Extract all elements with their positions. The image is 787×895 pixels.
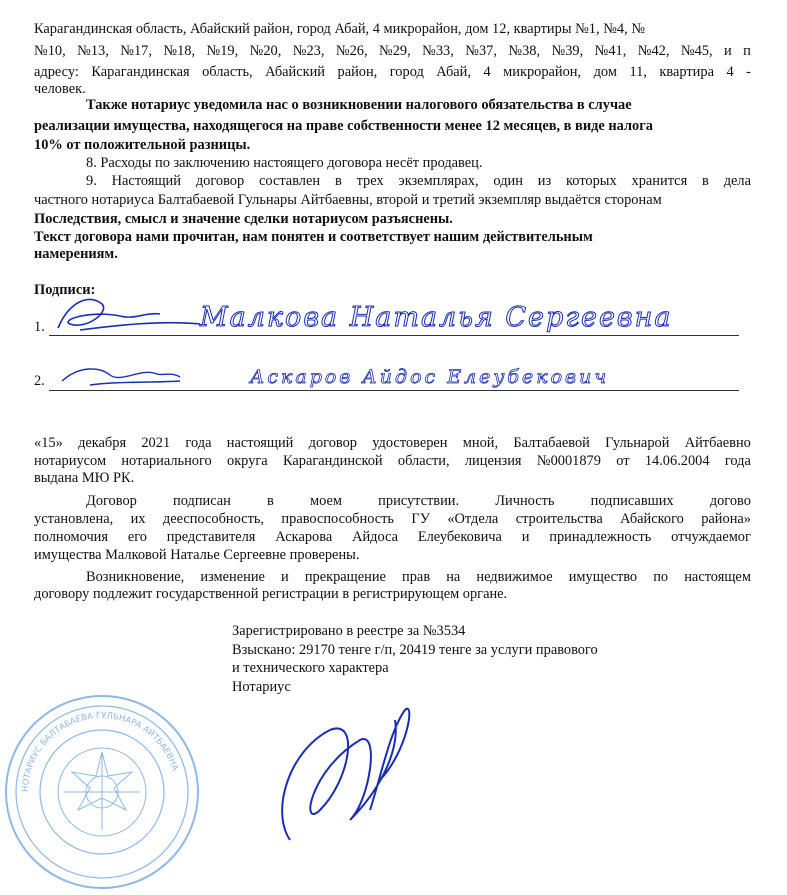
signature-row-2-number: 2. — [34, 373, 45, 389]
signature-row-1-name: Малкова Наталья Сергеевна — [200, 302, 673, 333]
word: декабря — [78, 435, 127, 451]
word: адресу: — [34, 64, 79, 80]
word: их — [130, 511, 146, 527]
word: Гульнарой — [605, 435, 670, 451]
word: лицензия — [464, 453, 522, 469]
top-para-line-2 — [34, 42, 751, 60]
certification-line-2 — [34, 452, 751, 470]
word: Балтабаевой — [513, 435, 590, 451]
word: №41, — [594, 43, 627, 59]
word: прекращение — [304, 569, 386, 585]
signature-row-2-name: Аскаров Айдос Елеубекович — [250, 366, 610, 388]
registry-collected-2: и технического характера — [232, 660, 389, 676]
signature-row-1-handwriting — [50, 290, 740, 340]
word: - — [746, 64, 751, 80]
word: трех — [356, 173, 384, 189]
word: дом — [593, 64, 617, 80]
item-8: 8. Расходы по заключению настоящего договора несёт продавец. — [86, 155, 483, 171]
word: №0001879 — [536, 453, 601, 469]
text-read-line-1: Текст договора нами прочитан, нам понятен и соответствует нашим действительным — [34, 229, 593, 245]
word: составлен — [259, 173, 321, 189]
word: «Отдела — [447, 511, 499, 527]
word: и — [521, 529, 530, 545]
word: подписавших — [590, 493, 674, 509]
word: полномочия — [34, 529, 108, 545]
certification-line-3: выдана МЮ РК. — [34, 470, 135, 486]
word: настоящий — [226, 435, 294, 451]
word: нотариального — [121, 453, 212, 469]
word: строительства — [515, 511, 603, 527]
word: по — [653, 569, 669, 585]
word: №18, — [163, 43, 196, 59]
word: №29, — [379, 43, 411, 59]
word: недвижимое — [476, 569, 553, 585]
word: года — [724, 453, 751, 469]
text-read-line-2: намерениям. — [34, 246, 118, 262]
word: удостоверен — [372, 435, 448, 451]
registry-collected: Взыскано: 29170 тенге г/п, 20419 тенге за услуги правового — [232, 642, 598, 658]
word: №42, — [637, 43, 670, 59]
notary-signature-stroke — [282, 709, 409, 840]
word: 11, — [629, 64, 647, 80]
word: №10, — [34, 43, 66, 59]
word: на — [446, 569, 461, 585]
signatures-heading: Подписи: — [34, 282, 96, 298]
word: Абай, — [436, 64, 471, 80]
tax-notice-line-2: реализации имущества, находящегося на праве собственности менее 12 месяцев, в виде налога — [34, 118, 653, 134]
word: и — [281, 569, 289, 585]
registration-rights-line-2: договору подлежит государственной регистрации в регистрирующем органе. — [34, 586, 508, 602]
item-9-line-2: частного нотариуса Балтабаевой Гульнары Айтбаевны, второй и третий экземпляр выдаётся сторонам — [34, 192, 662, 208]
word: года — [185, 435, 212, 451]
word: Абайский — [265, 64, 326, 80]
word: Личность — [495, 493, 555, 509]
word: в — [267, 493, 274, 509]
word: №17, — [120, 43, 152, 59]
word: области, — [397, 453, 450, 469]
word: догово — [709, 493, 751, 509]
word: Карагандинская — [91, 64, 190, 80]
word: Настоящий — [111, 173, 181, 189]
stamp-ring-text: НОТАРИУС БАЛТАБАЕВА ГУЛЬНАРА АЙТБАЕВНА — [20, 710, 180, 793]
word: один — [493, 173, 523, 189]
word: п — [743, 43, 751, 59]
word: имущество — [568, 569, 638, 585]
word: №39, — [551, 43, 584, 59]
word: 9. — [86, 173, 97, 189]
top-para-line-3 — [34, 63, 751, 81]
word: подписан — [173, 493, 231, 509]
word: от — [616, 453, 630, 469]
notary-signature — [230, 690, 440, 860]
signature-row-2-handwriting — [50, 355, 740, 395]
word: и — [724, 43, 732, 59]
word: №20, — [249, 43, 282, 59]
word: область, — [202, 64, 253, 80]
word: правоспособность — [281, 511, 394, 527]
word: округа — [227, 453, 268, 469]
word: прав — [402, 569, 431, 585]
word: присутствии. — [378, 493, 460, 509]
word: микрорайон, — [503, 64, 582, 80]
tax-notice-line-3: 10% от положительной разницы. — [34, 137, 251, 153]
word: хранится — [631, 173, 688, 189]
signature-row-1-number: 1. — [34, 319, 45, 335]
top-para-line-4: человек. — [34, 81, 86, 97]
signed-presence-line-4: имущества Малковой Наталье Сергеевне проверены. — [34, 547, 360, 563]
word: 4 — [483, 64, 491, 80]
word: 2021 — [141, 435, 171, 451]
word: Возникновение, — [86, 569, 185, 585]
word: «15» — [34, 435, 63, 451]
word: Абайского — [620, 511, 684, 527]
signed-presence-line-1 — [86, 492, 751, 510]
word: в — [702, 173, 709, 189]
registration-rights-line-1 — [86, 568, 751, 586]
word: Аскарова — [275, 529, 333, 545]
signature-scribble — [58, 299, 200, 330]
word: №45, — [680, 43, 713, 59]
word: №33, — [422, 43, 454, 59]
word: ГУ — [411, 511, 430, 527]
signed-presence-line-2 — [34, 510, 751, 528]
word: №19, — [206, 43, 239, 59]
stamp-emblem-icon — [64, 752, 140, 830]
word: его — [127, 529, 147, 545]
word: района» — [701, 511, 751, 527]
word: изменение — [200, 569, 265, 585]
word: в — [334, 173, 342, 189]
word: договор — [308, 435, 357, 451]
word: №38, — [508, 43, 541, 59]
word: из — [537, 173, 552, 189]
notary-stamp — [2, 692, 202, 892]
word: Айтбаевно — [684, 435, 751, 451]
registry-number: Зарегистрировано в реестре за №3534 — [232, 623, 466, 639]
word: город — [389, 64, 424, 80]
registry-notary-label: Нотариус — [232, 679, 291, 695]
word: которых — [566, 173, 617, 189]
word: представителя — [166, 529, 256, 545]
word: экземплярах, — [398, 173, 479, 189]
word: отчуждаемог — [671, 529, 751, 545]
top-para-line-1: Карагандинская область, Абайский район, город Абай, 4 микрорайон, дом 12, квартиры №1, №4, № — [34, 21, 646, 37]
item-9-line-1 — [86, 172, 751, 190]
certification-line-1 — [34, 434, 751, 452]
signature-scribble-2 — [62, 369, 180, 385]
word: дела — [723, 173, 751, 189]
word: №26, — [335, 43, 368, 59]
signed-presence-line-3 — [34, 528, 751, 546]
word: район, — [337, 64, 378, 80]
word: мной, — [462, 435, 499, 451]
word: квартира — [659, 64, 714, 80]
stamp-ring-text-path — [21, 711, 180, 792]
word: 14.06.2004 — [644, 453, 710, 469]
word: договор — [195, 173, 245, 189]
word: №37, — [465, 43, 497, 59]
word: установлена, — [34, 511, 114, 527]
word: принадлежность — [549, 529, 652, 545]
word: №23, — [292, 43, 325, 59]
word: Айдоса — [352, 529, 398, 545]
word: 4 — [726, 64, 734, 80]
word: Елеубековича — [417, 529, 502, 545]
word: №13, — [77, 43, 109, 59]
consequences-text: Последствия, смысл и значение сделки нотариусом разъяснены. — [34, 211, 453, 227]
word: моем — [310, 493, 342, 509]
tax-notice-line-1: Также нотариус уведомила нас о возникновении налогового обязательства в случае — [86, 97, 632, 113]
word: нотариусом — [34, 453, 107, 469]
word: настоящем — [684, 569, 751, 585]
word: Договор — [86, 493, 137, 509]
word: дееспособность, — [162, 511, 265, 527]
word: Карагандинской — [282, 453, 383, 469]
